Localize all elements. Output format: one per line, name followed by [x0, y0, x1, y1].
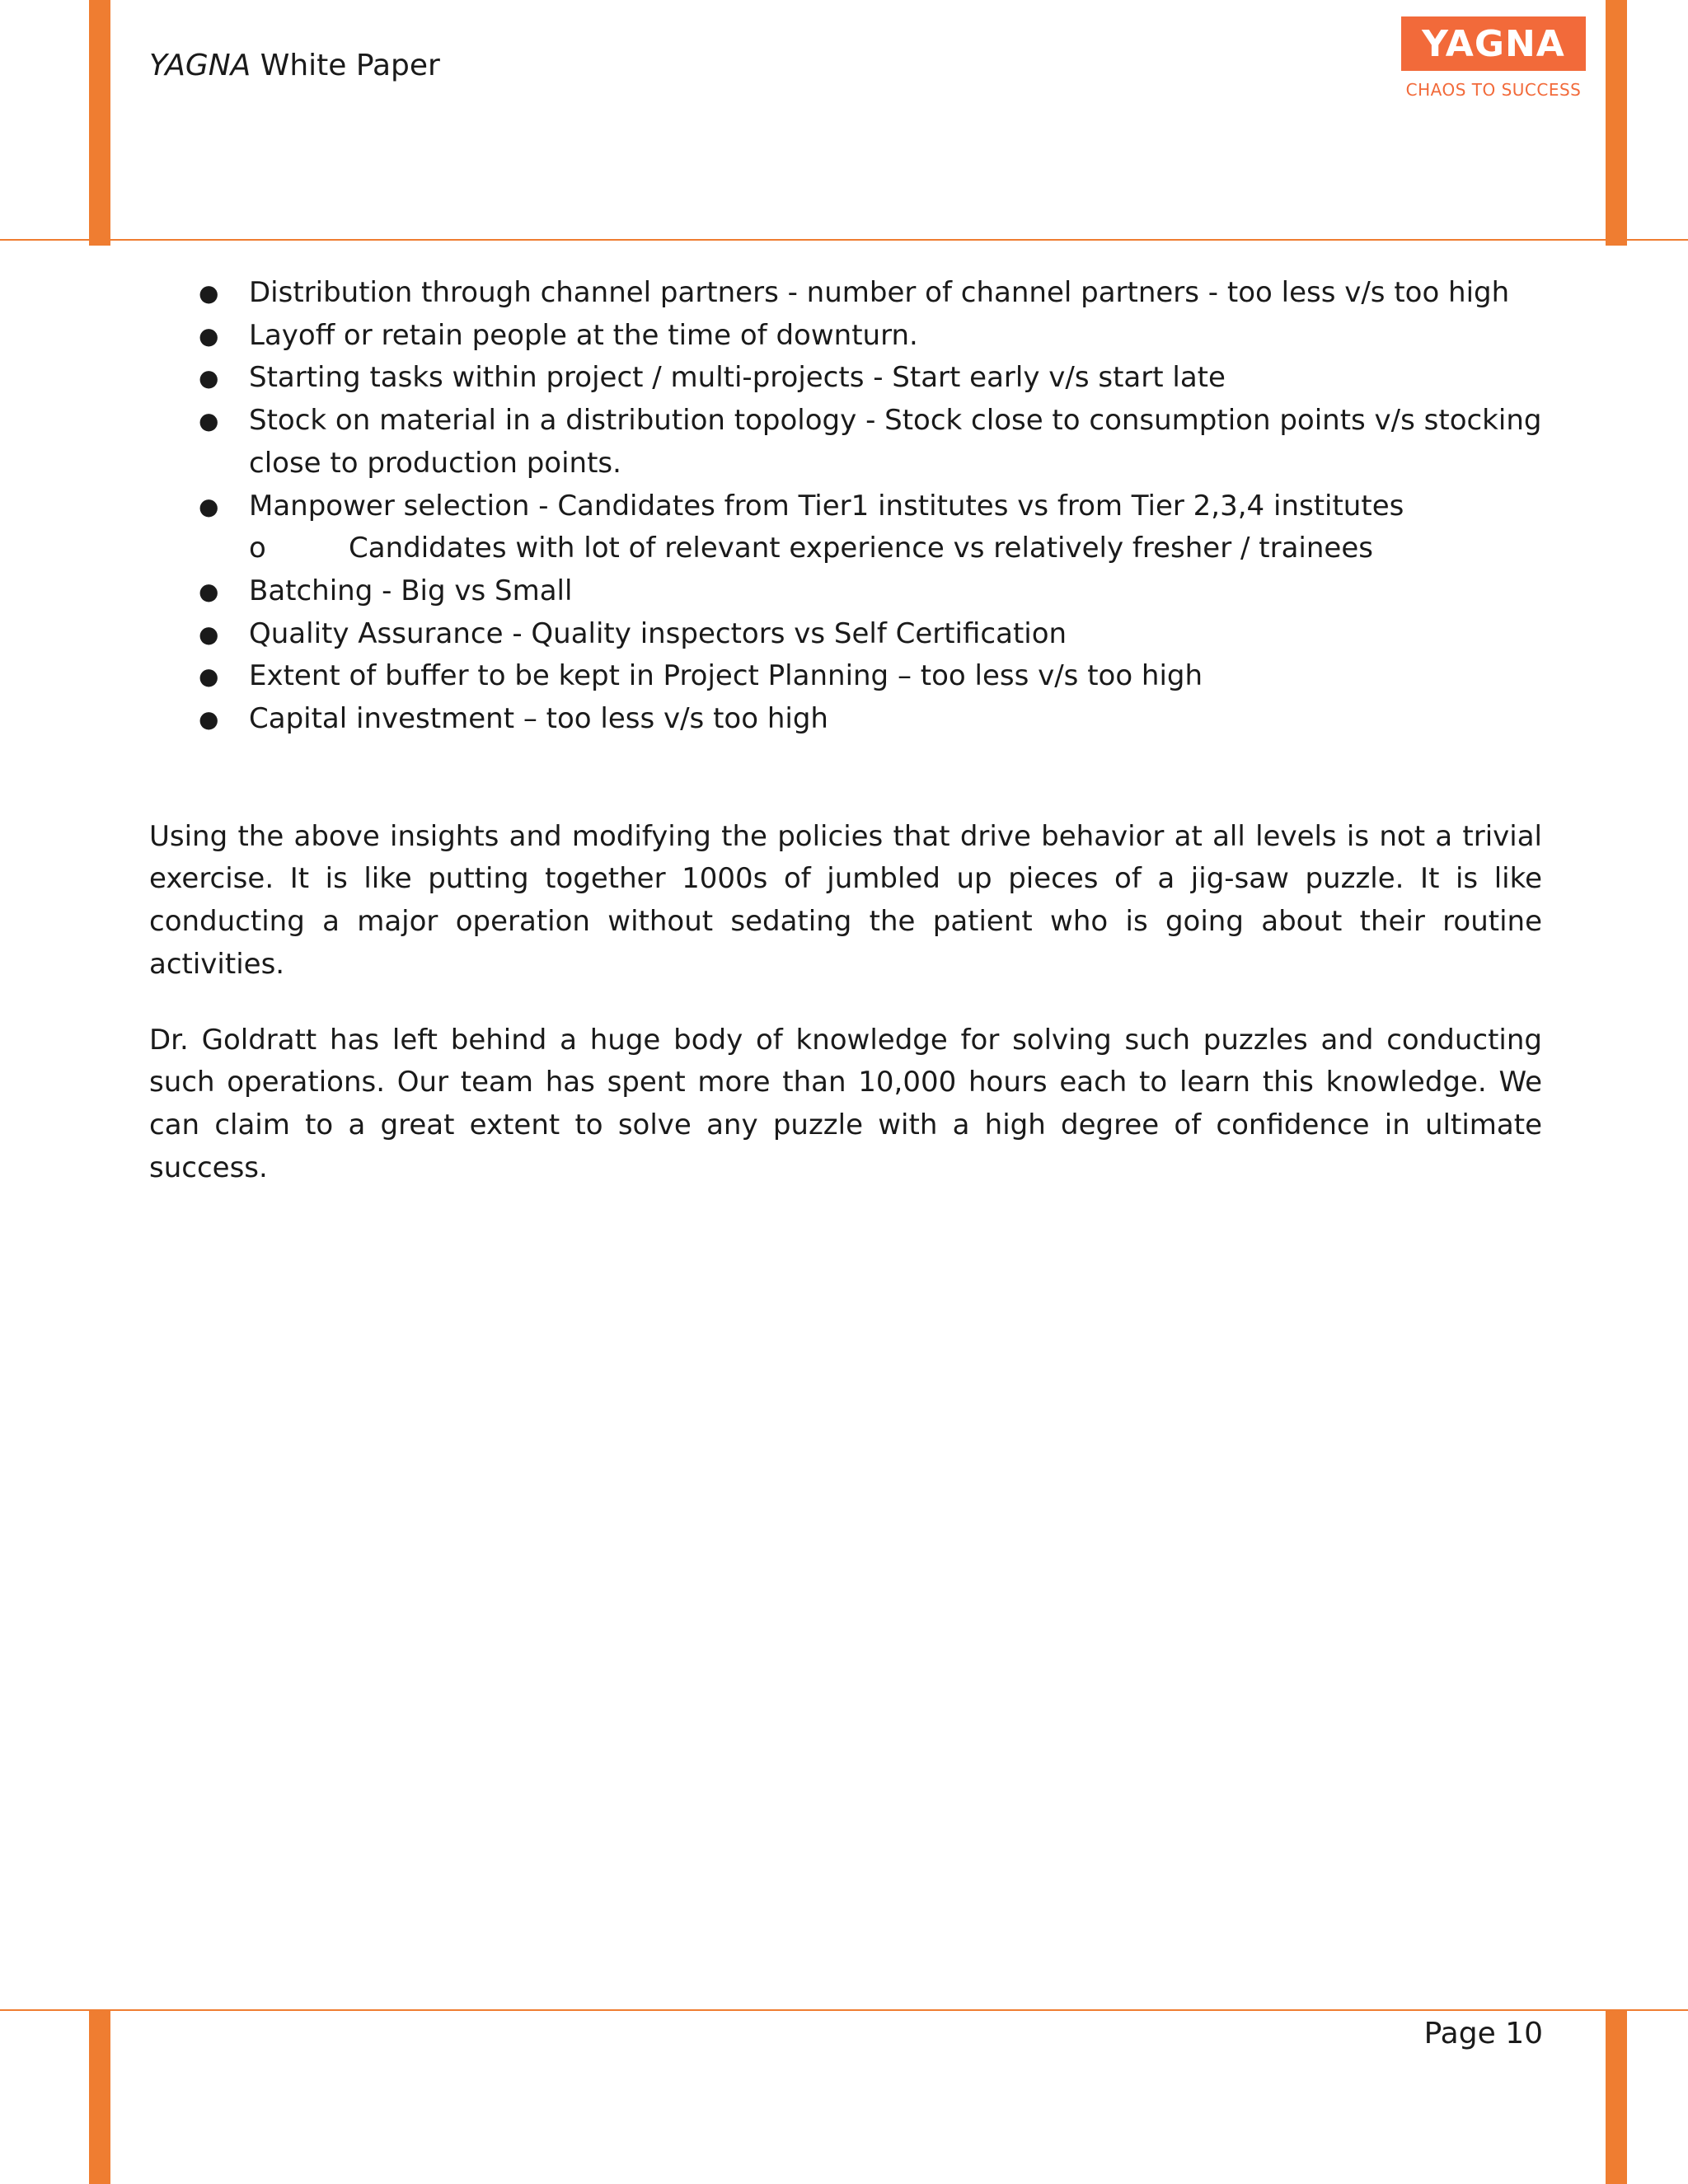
company-logo-box [1401, 16, 1586, 71]
bullet-icon: ● [199, 577, 219, 605]
list-item [149, 570, 1542, 613]
list-item-text: Capital investment – too less v/s too high [249, 702, 828, 736]
page-body [149, 272, 1542, 1189]
company-logo-name: YAGNA [1422, 22, 1565, 65]
page-number: Page 10 [1423, 2017, 1543, 2050]
list-item-text: Starting tasks within project / multi-projects - Start early v/s start late [249, 361, 1226, 395]
list-item-text: Extent of buffer to be kept in Project Planning – too less v/s too high [249, 659, 1203, 693]
list-item [149, 400, 1542, 485]
sub-list-item [249, 527, 1542, 570]
list-item-text: Quality Assurance - Quality inspectors vs Self Certification [249, 616, 1067, 650]
body-paragraph: Dr. Goldratt has left behind a huge body of knowledge for solving such puzzles and conducting such operations. Our team has spent more than 10,000 hours each to learn this knowledge. We can claim to a great extent to solve any puzzle with a high degree of confidence in ultimate success. [149, 1023, 1542, 1184]
list-item-text: Stock on material in a distribution topology - Stock close to consumption points v/s stocking close to production points. [249, 404, 1542, 480]
body-paragraph: Using the above insights and modifying the policies that drive behavior at all levels is not a trivial exercise. It is like putting together 1000s of jumbled up pieces of a jig-saw puzzle. It is like conducting a major operation without sedating the patient who is going about their routine activities. [149, 819, 1542, 981]
list-item-text: Batching - Big vs Small [249, 574, 573, 607]
bullet-icon: ● [199, 364, 219, 392]
document-title-rest: White Paper [260, 49, 440, 82]
list-item [149, 485, 1542, 570]
document-title-brand: YAGNA [149, 49, 251, 82]
bullet-icon: ● [199, 279, 219, 307]
company-logo [1401, 16, 1586, 100]
list-item [149, 655, 1542, 698]
right-bottom-accent-bar [1606, 2011, 1627, 2184]
list-item [149, 698, 1542, 741]
document-title [149, 46, 440, 86]
list-item-text: Manpower selection - Candidates from Tier1 institutes vs from Tier 2,3,4 institutes [249, 489, 1404, 523]
list-item [149, 272, 1542, 315]
list-item-text: Distribution through channel partners - number of channel partners - too less v/s too high [249, 276, 1510, 309]
header-divider [0, 239, 1688, 241]
right-top-accent-bar [1606, 0, 1627, 246]
policy-list [149, 272, 1542, 741]
bullet-icon: ● [199, 407, 219, 435]
left-top-accent-bar [89, 0, 110, 246]
footer-divider [0, 2009, 1688, 2011]
sub-list [249, 527, 1542, 570]
sub-bullet-icon: o [249, 532, 266, 565]
list-item [149, 613, 1542, 656]
company-logo-tagline: CHAOS TO SUCCESS [1405, 80, 1582, 100]
bullet-icon: ● [199, 705, 219, 733]
bullet-icon: ● [199, 663, 219, 691]
left-bottom-accent-bar [89, 2011, 110, 2184]
list-item-text: Layoff or retain people at the time of downturn. [249, 318, 918, 352]
list-item [149, 357, 1542, 400]
bullet-icon: ● [199, 620, 219, 648]
sub-list-item-text: Candidates with lot of relevant experience vs relatively fresher / trainees [349, 532, 1373, 565]
bullet-icon: ● [199, 321, 219, 349]
list-item [149, 315, 1542, 358]
bullet-icon: ● [199, 492, 219, 520]
